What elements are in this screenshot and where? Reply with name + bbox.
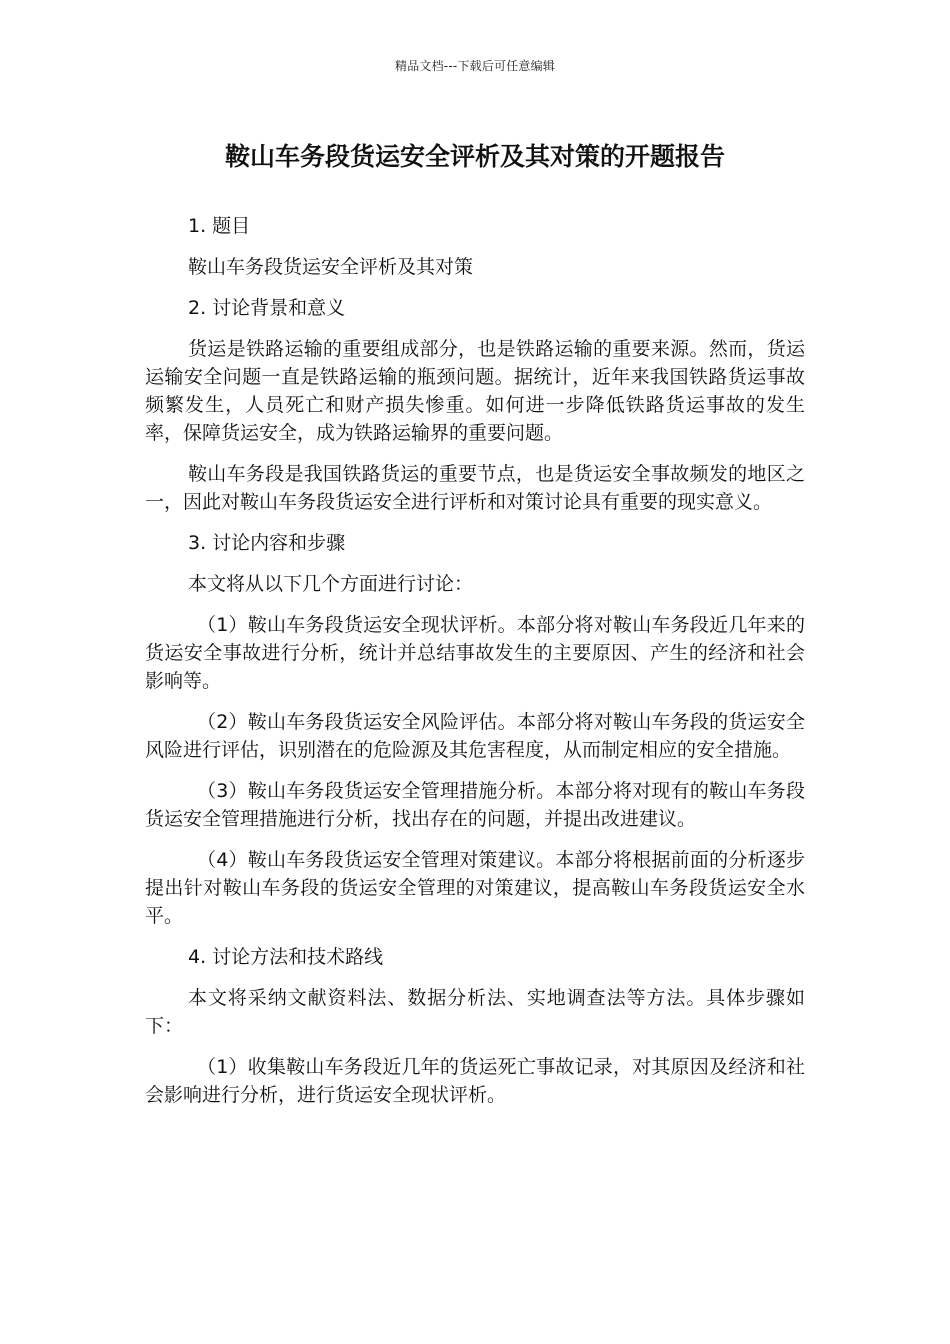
document-body — [145, 212, 805, 1122]
section-heading-content: 3. 讨论内容和步骤 — [188, 532, 346, 554]
content-item-3: （3）鞍山车务段货运安全管理措施分析。本部分将对现有的鞍山车务段货运安全管理措施进行分析，找出存在的问题，并提出改进建议。 — [145, 780, 805, 830]
header-note: 精品文档---下载后可任意编辑 — [395, 59, 555, 73]
section-heading-methods: 4. 讨论方法和技术路线 — [188, 946, 384, 968]
content-item-1: （1）鞍山车务段货运安全现状评析。本部分将对鞍山车务段近几年来的货运安全事故进行分析，统计并总结事故发生的主要原因、产生的经济和社会影响等。 — [145, 614, 805, 692]
section-heading-background: 2. 讨论背景和意义 — [188, 297, 346, 319]
methods-intro: 本文将采纳文献资料法、数据分析法、实地调查法等方法。具体步骤如下： — [145, 987, 805, 1037]
background-paragraph-1: 货运是铁路运输的重要组成部分，也是铁路运输的重要来源。然而，货运运输安全问题一直是铁路运输的瓶颈问题。据统计，近年来我国铁路货运事故频繁发生，人员死亡和财产损失惨重。如何进一步降低铁路货运事故的发生率，保障货运安全，成为铁路运输界的重要问题。 — [145, 338, 805, 444]
content-item-2: （2）鞍山车务段货运安全风险评估。本部分将对鞍山车务段的货运安全风险进行评估，识别潜在的危险源及其危害程度，从而制定相应的安全措施。 — [145, 711, 805, 761]
content-item-4: （4）鞍山车务段货运安全管理对策建议。本部分将根据前面的分析逐步提出针对鞍山车务段的货运安全管理的对策建议，提高鞍山车务段货运安全水平。 — [145, 849, 805, 927]
background-paragraph-2: 鞍山车务段是我国铁路货运的重要节点，也是货运安全事故频发的地区之一，因此对鞍山车务段货运安全进行评析和对策讨论具有重要的现实意义。 — [145, 463, 805, 513]
topic-text: 鞍山车务段货运安全评析及其对策 — [188, 256, 474, 278]
methods-item-1: （1）收集鞍山车务段近几年的货运死亡事故记录，对其原因及经济和社会影响进行分析，进行货运安全现状评析。 — [145, 1056, 805, 1106]
section-heading-topic: 1. 题目 — [188, 215, 251, 237]
content-intro: 本文将从以下几个方面进行讨论： — [188, 573, 474, 595]
document-title: 鞍山车务段货运安全评析及其对策的开题报告 — [224, 142, 725, 171]
